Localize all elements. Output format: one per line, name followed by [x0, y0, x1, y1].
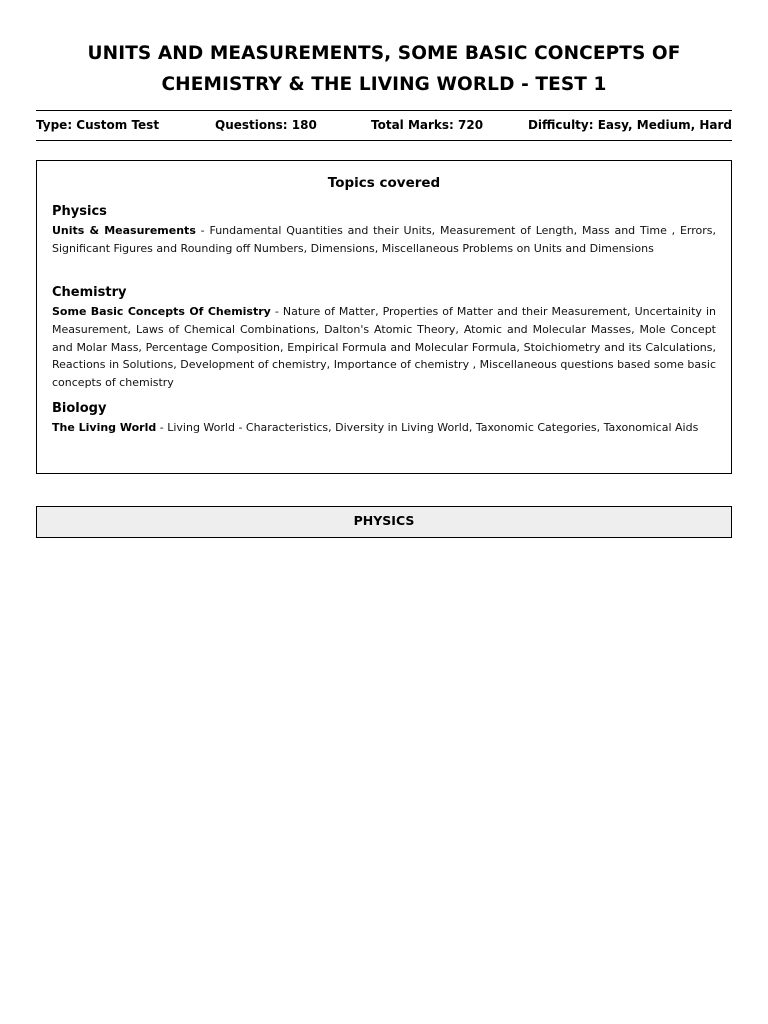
chapter-name: Some Basic Concepts Of Chemistry: [52, 305, 271, 318]
chapter-separator: -: [270, 305, 283, 318]
difficulty: Difficulty: Easy, Medium, Hard: [527, 118, 732, 132]
subject-biology: [52, 400, 716, 437]
test-type: Type: Custom Test: [36, 118, 160, 132]
chapter-separator: -: [156, 421, 168, 434]
section-header-physics: PHYSICS: [36, 506, 732, 538]
chapter-separator: -: [195, 224, 210, 237]
test-meta-row: [36, 117, 732, 133]
subject-name: Biology: [52, 401, 107, 416]
chapter-name: The Living World: [52, 421, 157, 434]
header-divider-bottom: [36, 140, 732, 141]
topics-covered-box: [36, 160, 732, 474]
chapter-details: Fundamental Quantities and their Units, Measurement of Length, Mass and Time , Errors, Significant Figures and Rounding off Numbers, Dimensions, Miscellaneous Problems on Units and Dimensions: [52, 224, 717, 255]
subject-topics: [52, 222, 716, 258]
subject-topics: [52, 303, 716, 392]
subject-name: Chemistry: [52, 285, 127, 300]
chapter-details: Nature of Matter, Properties of Matter and their Measurement, Uncertainity in Measurement, Laws of Chemical Combinations, Dalton's Atomic Theory, Atomic and Molecular Masses, Mole Concept and Molar Mass, Percentage Composition, Empirical Formula and Molecular Formula, Stoichiometry and its Calculations, Reactions in Solutions, Development of chemistry, Importance of chemistry , Miscellaneous questions based some basic concepts of chemistry: [52, 305, 717, 390]
subject-name: Physics: [52, 204, 107, 219]
chapter-details: Living World - Characteristics, Diversity in Living World, Taxonomic Categories, Taxonomical Aids: [167, 421, 699, 434]
subject-topics: [52, 419, 716, 437]
subject-physics: [52, 203, 716, 258]
topics-heading: Topics covered: [327, 175, 441, 191]
chapter-name: Units & Measurements: [52, 224, 196, 237]
page-title: UNITS AND MEASUREMENTS, SOME BASIC CONCEPTS OF CHEMISTRY & THE LIVING WORLD - TEST 1: [87, 43, 681, 95]
subject-chemistry: [52, 284, 716, 392]
total-marks: Total Marks: 720: [371, 118, 484, 132]
header-divider-top: [36, 110, 732, 111]
question-count: Questions: 180: [215, 118, 317, 132]
